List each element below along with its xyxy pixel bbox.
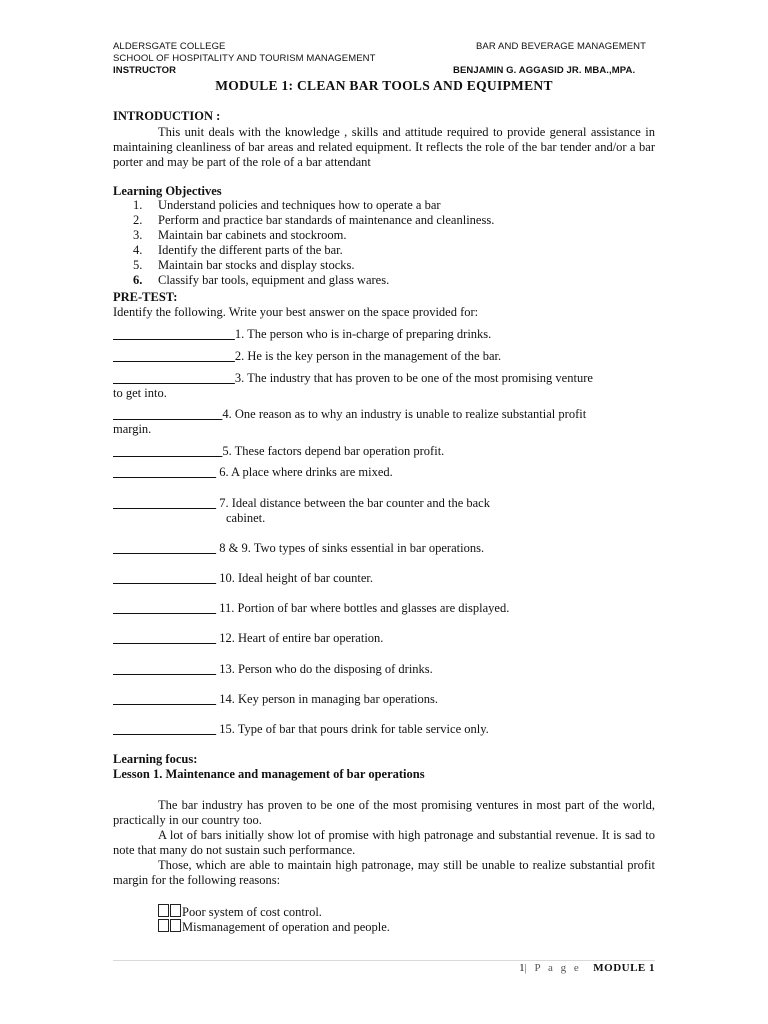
- question-text: 14. Key person in managing bar operations.: [216, 692, 438, 706]
- header-college: ALDERSGATE COLLEGE: [113, 41, 226, 52]
- question-item: [113, 571, 658, 586]
- answer-blank[interactable]: [113, 631, 216, 645]
- question-item: [113, 444, 658, 459]
- question-continuation: margin.: [113, 422, 152, 436]
- page-label: | P a g e: [524, 962, 582, 974]
- lesson-paragraph: [113, 858, 655, 888]
- question-item: [113, 371, 658, 401]
- bullet-text: Poor system of cost control.: [182, 905, 322, 919]
- question-continuation: to get into.: [113, 386, 167, 400]
- answer-blank[interactable]: [113, 465, 216, 479]
- question-text: 11. Portion of bar where bottles and glasses are displayed.: [216, 601, 510, 615]
- objective-number: 2.: [133, 213, 143, 227]
- checkbox-icon: [170, 904, 181, 917]
- question-item: [113, 692, 658, 707]
- answer-blank[interactable]: [113, 601, 216, 615]
- paragraph-text: A lot of bars initially show lot of promise with high patronage and substantial revenue. It is sad to note that many do not sustain such performance.: [113, 828, 655, 857]
- objectives-list: [113, 198, 653, 288]
- question-text: 12. Heart of entire bar operation.: [216, 631, 384, 645]
- paragraph-text: Those, which are able to maintain high patronage, may still be unable to realize substantial profit margin for the following reasons:: [113, 858, 655, 887]
- answer-blank[interactable]: [113, 571, 216, 585]
- question-text: 1. The person who is in-charge of preparing drinks.: [234, 327, 492, 341]
- bullet-item: [158, 904, 322, 920]
- objective-item: [113, 213, 653, 228]
- answer-blank[interactable]: [113, 541, 216, 555]
- question-text: 10. Ideal height of bar counter.: [216, 571, 374, 585]
- header-course: BAR AND BEVERAGE MANAGEMENT: [476, 41, 647, 52]
- question-text: 5. These factors depend bar operation profit.: [222, 444, 445, 458]
- introduction-text: This unit deals with the knowledge , skills and attitude required to provide general assistance in maintaining cleanliness of bar areas and related equipment. It reflects the role of the bar tender and/or a bar porter and may be part of the role of a bar attendant: [113, 125, 655, 169]
- checkbox-icon: [158, 919, 169, 932]
- lesson-paragraph: [113, 798, 655, 828]
- answer-blank[interactable]: [113, 444, 222, 458]
- question-text: 15. Type of bar that pours drink for table service only.: [216, 722, 489, 736]
- objective-number: 4.: [133, 243, 143, 257]
- objectives-heading: Learning Objectives: [113, 184, 222, 198]
- question-text: 6. A place where drinks are mixed.: [216, 465, 393, 479]
- question-item: [113, 327, 658, 342]
- pretest-heading: PRE-TEST:: [113, 290, 178, 304]
- answer-blank[interactable]: [113, 722, 216, 736]
- question-text: 8 & 9. Two types of sinks essential in bar operations.: [216, 541, 485, 555]
- answer-blank[interactable]: [113, 371, 235, 385]
- answer-blank[interactable]: [113, 407, 222, 421]
- question-text: 4. One reason as to why an industry is unable to realize substantial profit: [222, 407, 587, 421]
- objective-item: [113, 228, 653, 243]
- lesson-paragraph: [113, 828, 655, 858]
- question-item: [113, 407, 658, 437]
- objective-number: 3.: [133, 228, 143, 242]
- header-school: SCHOOL OF HOSPITALITY AND TOURISM MANAGEMENT: [113, 53, 376, 64]
- answer-blank[interactable]: [113, 349, 235, 363]
- objective-number: 6.: [133, 273, 143, 287]
- question-text: 7. Ideal distance between the bar counter and the back: [216, 496, 490, 510]
- answer-blank[interactable]: [113, 496, 216, 510]
- objective-number: 1.: [133, 198, 143, 212]
- question-item: [113, 601, 658, 616]
- question-text: 13. Person who do the disposing of drinks.: [216, 662, 433, 676]
- objective-text: Identify the different parts of the bar.: [158, 243, 343, 257]
- question-text: 3. The industry that has proven to be one of the most promising venture: [234, 371, 593, 385]
- lesson-title: Lesson 1. Maintenance and management of bar operations: [113, 767, 425, 781]
- header-instructor-name: BENJAMIN G. AGGASID JR. MBA.,MPA.: [453, 65, 636, 76]
- bullet-item: [158, 919, 390, 935]
- introduction-paragraph: [113, 125, 655, 170]
- question-item: [113, 465, 658, 480]
- objective-item: [113, 273, 653, 288]
- paragraph-text: The bar industry has proven to be one of the most promising ventures in most part of the world, practically in our country too.: [113, 798, 655, 827]
- objective-item: [113, 198, 653, 213]
- question-text: 2. He is the key person in the management of the bar.: [234, 349, 502, 363]
- question-item: [113, 349, 658, 364]
- question-continuation: cabinet.: [226, 511, 266, 525]
- objective-text: Understand policies and techniques how to operate a bar: [158, 198, 441, 212]
- question-item: [113, 496, 658, 526]
- checkbox-icon: [170, 919, 181, 932]
- footer-divider: [113, 960, 655, 961]
- header-instructor-label: INSTRUCTOR: [113, 65, 177, 76]
- answer-blank[interactable]: [113, 692, 216, 706]
- introduction-heading: INTRODUCTION :: [113, 109, 221, 123]
- objective-number: 5.: [133, 258, 143, 272]
- checkbox-icon: [158, 904, 169, 917]
- answer-blank[interactable]: [113, 662, 216, 676]
- learning-focus-heading: Learning focus:: [113, 752, 198, 766]
- pretest-instruction: Identify the following. Write your best answer on the space provided for:: [113, 305, 479, 319]
- objective-item: [113, 243, 653, 258]
- objective-item: [113, 258, 653, 273]
- objective-text: Classify bar tools, equipment and glass wares.: [158, 273, 390, 287]
- answer-blank[interactable]: [113, 327, 235, 341]
- question-item: [113, 662, 658, 677]
- page-number: 1: [519, 962, 525, 974]
- bullet-text: Mismanagement of operation and people.: [182, 920, 390, 934]
- objective-text: Perform and practice bar standards of maintenance and cleanliness.: [158, 213, 495, 227]
- question-item: [113, 541, 658, 556]
- page-title: MODULE 1: CLEAN BAR TOOLS AND EQUIPMENT: [215, 78, 553, 93]
- footer-module: MODULE 1: [593, 962, 655, 974]
- question-item: [113, 722, 658, 737]
- objective-text: Maintain bar stocks and display stocks.: [158, 258, 355, 272]
- objective-text: Maintain bar cabinets and stockroom.: [158, 228, 347, 242]
- question-item: [113, 631, 658, 646]
- page-footer: [519, 962, 655, 974]
